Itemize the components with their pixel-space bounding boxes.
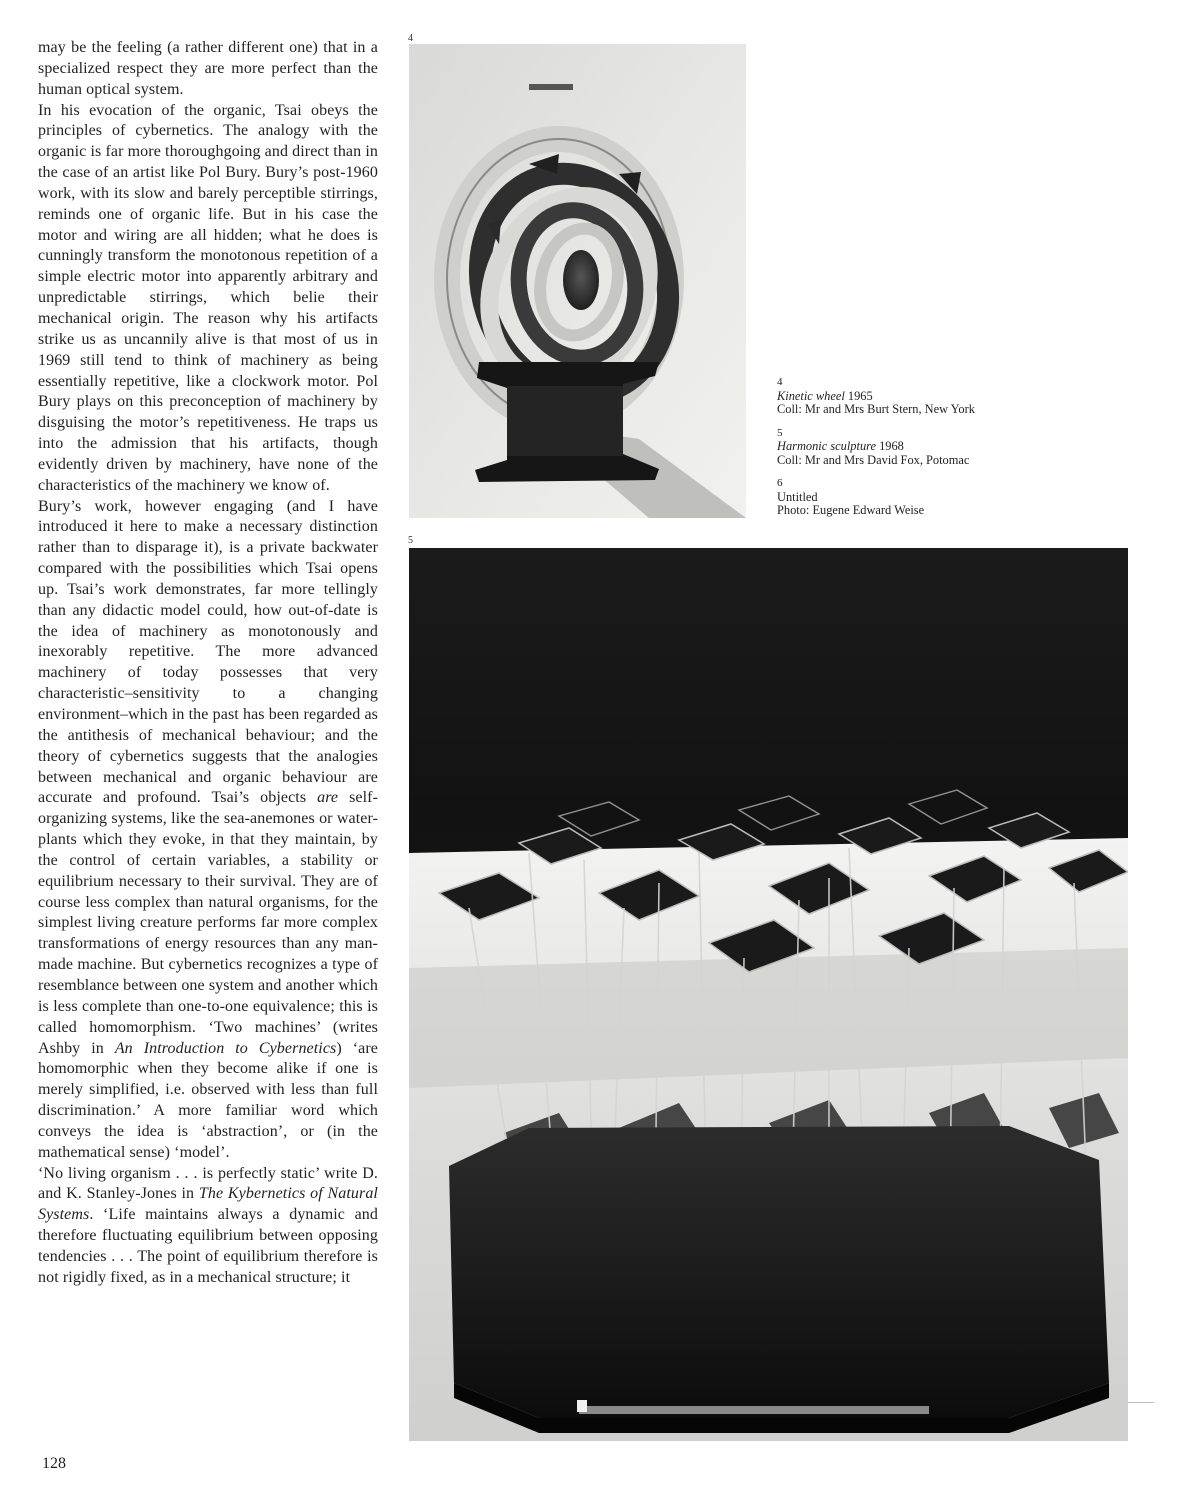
caption-4-year: 1965 [844, 388, 873, 403]
caption-4-credit: Coll: Mr and Mrs Burt Stern, New York [777, 402, 975, 416]
caption-4-title-line [777, 390, 1077, 404]
figure-5-harmonic-sculpture-photo [409, 548, 1128, 1441]
paragraph-3 [38, 497, 378, 1164]
caption-6 [777, 477, 1077, 518]
paragraph-3-part-1: Bury’s work, however engaging (and I have introduced it here to make a necessary distinction rather than to disparage it), is a private backwater compared with the possibilities which Tsai opens up. Tsai’s work demonstrates, far more tellingly than any didactic model could, how out-of-date is the idea of machinery as monotonously and inexorably repetitive. The more advanced machinery of today possesses that very characteristic–sensitivity to a changing environment–which in the past has been regarded as the antithesis of mechanical behaviour; and the theory of cybernetics suggests that the analogies between mechanical and organic behaviour are accurate and profound. Tsai’s objects [38, 497, 378, 807]
caption-5-year: 1968 [876, 439, 904, 453]
paragraph-1: may be the feeling (a rather different one) that in a specialized respect they are more perfect than the human optical system. [38, 39, 378, 98]
caption-6-number: 6 [777, 477, 783, 489]
book-title-stanley-jones: The Kybernetics of Natural Systems [38, 1185, 378, 1224]
kinetic-wheel-illustration [409, 44, 746, 518]
figure-5-number: 5 [408, 535, 413, 546]
page-number: 128 [42, 1455, 66, 1472]
figure-4-kinetic-wheel-photo [409, 44, 746, 518]
caption-4 [777, 376, 1077, 417]
figure-captions [777, 376, 1077, 528]
body-text-column [38, 38, 378, 1289]
caption-6-credit: Photo: Eugene Edward Weise [777, 503, 925, 517]
caption-5-title: Harmonic sculpture [777, 439, 876, 453]
paragraph-3-emphasis: are [317, 789, 339, 807]
caption-5 [777, 427, 1077, 468]
caption-4-title: Kinetic wheel [777, 388, 845, 403]
paragraph-4-part-2: . ‘Life maintains always a dynamic and therefore fluctuating equilibrium between opposing tendencies . . . The point of equilibrium therefore is not rigidly fixed, as in a mechanical structure; it [38, 1206, 378, 1286]
figure-4-number: 4 [408, 33, 413, 44]
paragraph-4-part-1: ‘No living organism . . . is perfectly static’ write D. and K. Stanley-Jones in [38, 1164, 378, 1203]
caption-4-number: 4 [777, 376, 783, 388]
paragraph-3-part-2: self-organizing systems, like the sea-anemones or water-plants which they evoke, in that they maintain, by the control of certain variables, a stability or equilibrium necessary to their survival. They are of course less complex than natural organisms, for the simplest living creature performs far more complex transformations of energy resources than any man-made machine. But cybernetics recognizes a type of resemblance between one system and another which is less complete than one-to-one equivalence; this is called homomorphism. ‘Two machines’ (writes Ashby in [38, 789, 378, 1057]
harmonic-sculpture-illustration [409, 548, 1128, 1441]
margin-rule [1128, 1402, 1154, 1403]
caption-6-title: Untitled [777, 489, 818, 504]
paragraph-3-part-3: ) ‘are homomorphic when they become alike if one is merely simplified, i.e. observed with less than full discrimination.’ A more familiar word which conveys the idea is ‘abstraction’, or (in the mathematical sense) ‘model’. [38, 1039, 378, 1161]
paragraph-2: In his evocation of the organic, Tsai obeys the principles of cybernetics. The analogy with the organic is far more thoroughgoing and direct than in the case of an artist like Pol Bury. Bury’s post-1960 work, with its slow and barely perceptible stirrings, reminds one of organic life. But in his case the motor and wiring are all hidden; what he does is cunningly transform the monotonous repetition of a simple electric motor into apparently arbitrary and unpredictable stirrings, which belie their mechanical origin. The reason why his artifacts strike us as uncannily alive is that most of us in 1969 still tend to think of machinery as being essentially repetitive, like a clockwork motor. Pol Bury plays on this preconception of machinery by disguising the motor’s repetitiveness. He traps us into the admission that his artifacts, though evidently driven by machinery, have none of the characteristics of the machinery we know of. [38, 101, 378, 494]
caption-5-number: 5 [777, 426, 783, 439]
book-title-ashby: An Introduction to Cybernetics [114, 1039, 337, 1057]
caption-5-title-line [777, 440, 1077, 454]
caption-5-credit: Coll: Mr and Mrs David Fox, Potomac [777, 452, 970, 467]
paragraph-4 [38, 1164, 378, 1289]
